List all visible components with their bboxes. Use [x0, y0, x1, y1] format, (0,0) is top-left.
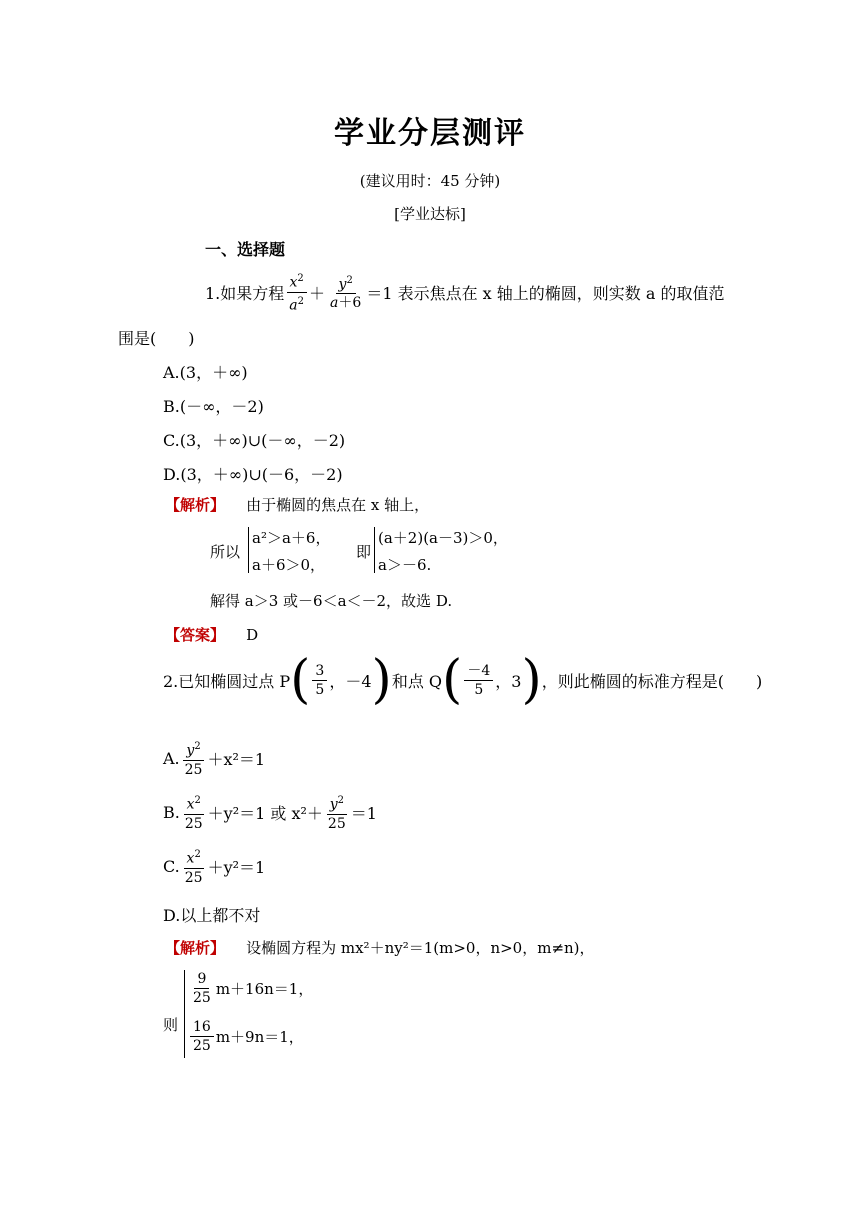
q2-prefix: 2.已知椭圆过点 P: [163, 671, 291, 691]
sys1-line-b: a＋6＞0，: [252, 556, 326, 574]
page-title: 学业分层测评: [334, 116, 526, 151]
section-heading: 一、选择题: [205, 240, 286, 259]
time-note: (建议用时：45 分钟): [359, 172, 501, 190]
q1-option-d: D.(3，＋∞)∪(－6，－2): [163, 465, 343, 484]
q1-option-b: B.(－∞，－2): [163, 397, 264, 416]
brace-1: [248, 527, 249, 573]
question-2: 2.已知椭圆过点 P ( $\frac{3}{5}$ ，－4 ) 和点 Q ( $\frac{-4}{5}$ ，3 ) ，则此椭圆的标准方程是( ): [163, 650, 763, 710]
q2-suffix: ，则此椭圆的标准方程是( ): [541, 671, 763, 691]
question-1: 1.如果方程 $\frac{x^2}{a^2}$ ＋ $\frac{y^2}{a+6}$ ＝1 表示焦点在 x 轴上的椭圆，则实数 a 的取值范: [205, 270, 725, 314]
q2-analysis-text: 设椭圆方程为 mx²＋ny²＝1(m>0，n>0，m≠n)，: [246, 939, 595, 957]
q2-option-b: B. $\frac{x^2}{25}$ ＋y²＝1 或 x²＋ $\frac{y^2}{25}$ ＝1: [163, 792, 377, 833]
q1-answer-label: 【答案】: [165, 626, 226, 644]
q2-option-d: D.以上都不对: [163, 906, 261, 925]
q2-q-y: ，3: [495, 671, 522, 691]
q2-option-c: C. $\frac{x^2}{25}$ ＋y²＝1: [163, 846, 265, 887]
q2-q-x: $\frac{-4}{5}$: [464, 662, 493, 699]
q2-option-a: A. $\frac{y^2}{25}$ ＋x²＝1: [163, 738, 265, 779]
q1-frac-x: $\frac{x^2}{a^2}$: [286, 270, 307, 314]
sys1-line-a: a²＞a＋6，: [252, 529, 331, 547]
q1-analysis: [165, 494, 429, 515]
q1-answer: [165, 624, 258, 645]
sys2-line-a: (a＋2)(a－3)＞0，: [378, 529, 508, 547]
brace-2: [374, 527, 375, 573]
ji-label: 即: [356, 543, 372, 561]
section-tag: [学业达标]: [394, 205, 466, 223]
q1-analysis-label: 【解析】: [165, 496, 226, 514]
q1-option-c: C.(3，＋∞)∪(－∞，－2): [163, 431, 346, 450]
q2-eq2: $\frac{16}{25}$ m＋9n＝1，: [188, 1018, 304, 1055]
q1-frac-y: $\frac{y^2}{a+6}$: [327, 272, 364, 313]
q1-option-a: A.(3，＋∞): [163, 363, 248, 382]
q2-mid: 和点 Q: [391, 671, 443, 691]
q2-p-y: ，－4: [329, 671, 372, 691]
q2-eq1: $\frac{9}{25}$ m＋16n＝1，: [193, 971, 314, 1006]
q1-answer-value: D: [246, 626, 259, 644]
q2-analysis: [165, 937, 595, 958]
so-label: 所以: [210, 543, 241, 561]
q1-suffix: ＝1 表示焦点在 x 轴上的椭圆，则实数 a 的取值范: [366, 283, 725, 303]
q1-analysis-text: 由于椭圆的焦点在 x 轴上，: [246, 496, 430, 514]
q1-prefix: 1.如果方程: [205, 283, 285, 303]
q1-line2: 围是( ): [118, 329, 195, 348]
q1-solve: 解得 a＞3 或－6＜a＜－2，故选 D.: [210, 592, 453, 610]
brace-3: [184, 970, 185, 1058]
then-label: 则: [163, 1016, 179, 1034]
sys2-line-b: a＞－6.: [378, 556, 432, 574]
q2-analysis-label: 【解析】: [165, 939, 226, 957]
q2-p-x: $\frac{3}{5}$: [312, 662, 327, 699]
